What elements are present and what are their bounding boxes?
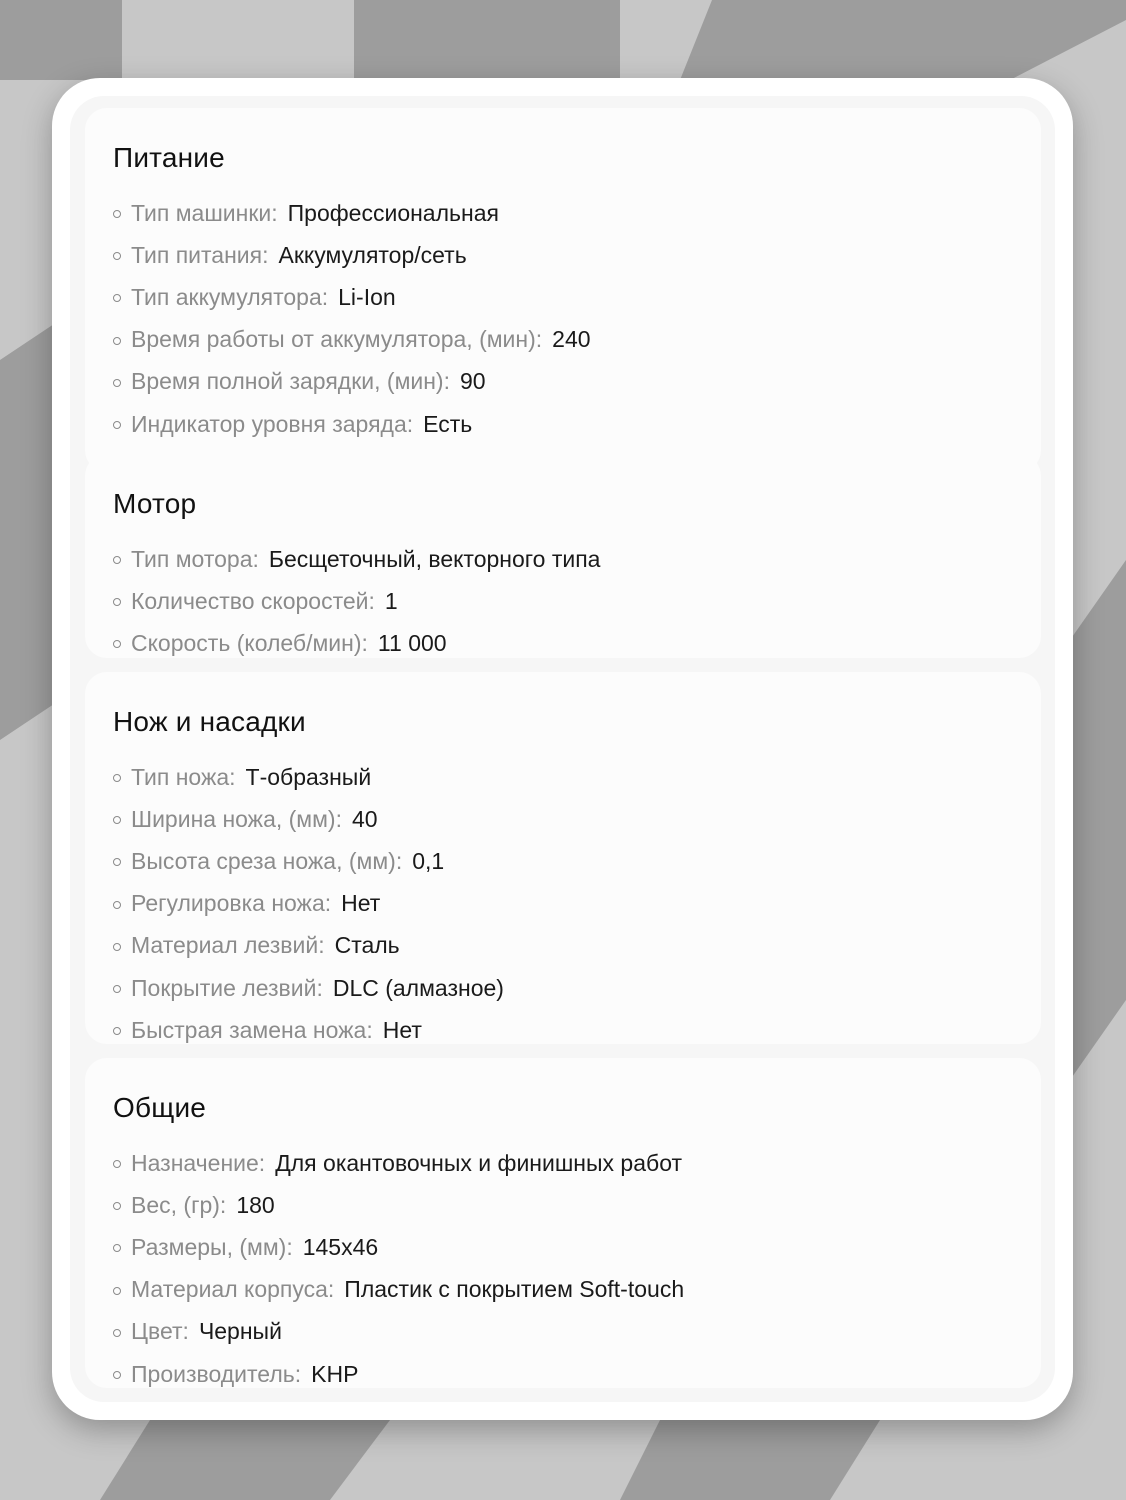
spec-label: Материал корпуса <box>131 1276 328 1303</box>
spec-label: Скорость (колеб/мин) <box>131 629 362 656</box>
spec-separator: : <box>252 545 259 572</box>
spec-label: Покрытие лезвий <box>131 974 317 1001</box>
spec-separator: : <box>535 326 543 353</box>
spec-value: 40 <box>351 805 378 832</box>
spec-separator: : <box>443 368 450 395</box>
spec-row <box>113 234 591 276</box>
spec-row <box>113 883 504 925</box>
spec-label: Тип аккумулятора <box>131 283 322 310</box>
spec-label: Тип питания <box>131 241 263 268</box>
spec-row <box>113 967 504 1009</box>
spec-row <box>113 580 600 622</box>
spec-separator: : <box>395 847 403 874</box>
spec-row <box>113 538 600 580</box>
bullet-icon <box>113 556 121 564</box>
spec-value: Li-Ion <box>338 283 396 310</box>
spec-value: Для окантовочных и финишных работ <box>275 1149 683 1176</box>
spec-value: KHP <box>311 1360 359 1387</box>
bullet-icon <box>113 858 121 866</box>
spec-separator: : <box>321 283 329 310</box>
bullet-icon <box>113 640 121 648</box>
bullet-icon <box>113 252 121 260</box>
spec-separator: : <box>182 1318 189 1345</box>
spec-separator: : <box>316 974 323 1001</box>
spec-label: Тип мотора <box>131 545 253 572</box>
spec-separator: : <box>219 1191 227 1218</box>
spec-row <box>113 361 591 403</box>
spec-row <box>113 622 600 664</box>
spec-value: Черный <box>198 1318 282 1345</box>
spec-row <box>113 1269 684 1311</box>
spec-label: Вес, (гр) <box>131 1191 220 1218</box>
spec-row <box>113 319 591 361</box>
spec-separator: : <box>361 629 368 656</box>
spec-separator: : <box>368 587 375 614</box>
spec-row <box>113 1142 684 1184</box>
spec-row <box>113 1353 684 1395</box>
section-title: Мотор <box>113 488 197 519</box>
section-title: Общие <box>113 1092 207 1123</box>
bullet-icon <box>113 1202 121 1210</box>
spec-label: Время работы от аккумулятора, (мин) <box>131 326 536 353</box>
bullet-icon <box>113 598 121 606</box>
bullet-icon <box>113 337 121 345</box>
spec-value: 1 <box>384 587 398 614</box>
spec-list <box>113 192 591 445</box>
spec-label: Тип машинки <box>131 199 272 226</box>
spec-separator: : <box>406 410 414 437</box>
spec-list <box>113 538 600 665</box>
bullet-icon <box>113 294 121 302</box>
spec-value: Нет <box>382 1016 422 1043</box>
spec-separator: : <box>271 199 278 226</box>
spec-value: Есть <box>423 410 473 437</box>
spec-row <box>113 1184 684 1226</box>
bullet-icon <box>113 1244 121 1252</box>
spec-value: Бесщеточный, векторного типа <box>268 545 601 572</box>
specs-card <box>52 78 1073 1420</box>
section-blade <box>85 672 1041 1044</box>
spec-label: Высота среза ножа, (мм) <box>131 847 396 874</box>
bullet-icon <box>113 1027 121 1035</box>
spec-value: 145x46 <box>302 1233 379 1260</box>
bullet-icon <box>113 985 121 993</box>
spec-row <box>113 192 591 234</box>
bullet-icon <box>113 816 121 824</box>
spec-row <box>113 1009 504 1051</box>
spec-label: Регулировка ножа <box>131 890 325 917</box>
spec-value: DLC (алмазное) <box>332 974 504 1001</box>
section-motor <box>85 454 1041 658</box>
spec-value: Нет <box>341 890 381 917</box>
spec-label: Цвет <box>131 1318 183 1345</box>
spec-value: 90 <box>459 368 486 395</box>
spec-separator: : <box>327 1276 335 1303</box>
spec-value: 11 000 <box>377 629 447 656</box>
spec-value: Профессиональная <box>287 199 499 226</box>
spec-list <box>113 1142 684 1395</box>
spec-label: Количество скоростей <box>131 587 369 614</box>
spec-value: Сталь <box>334 932 400 959</box>
spec-separator: : <box>324 890 332 917</box>
spec-label: Материал лезвий <box>131 932 319 959</box>
spec-row <box>113 1226 684 1268</box>
spec-label: Тип ножа <box>131 763 230 790</box>
spec-label: Производитель <box>131 1360 295 1387</box>
bullet-icon <box>113 379 121 387</box>
spec-label: Быстрая замена ножа <box>131 1016 367 1043</box>
spec-list <box>113 756 504 1051</box>
bullet-icon <box>113 421 121 429</box>
section-power <box>85 108 1041 472</box>
spec-value: Аккумулятор/сеть <box>278 241 467 268</box>
section-title: Питание <box>113 142 225 173</box>
spec-label: Время полной зарядки, (мин) <box>131 368 444 395</box>
section-general <box>85 1058 1041 1388</box>
bullet-icon <box>113 1371 121 1379</box>
spec-value: Пластик с покрытием Soft-touch <box>344 1276 685 1303</box>
bullet-icon <box>113 1329 121 1337</box>
section-title: Нож и насадки <box>113 706 306 737</box>
spec-value: 180 <box>236 1191 275 1218</box>
spec-row <box>113 840 504 882</box>
spec-row <box>113 925 504 967</box>
spec-separator: : <box>286 1233 293 1260</box>
spec-label: Размеры, (мм) <box>131 1233 287 1260</box>
spec-row <box>113 1311 684 1353</box>
bullet-icon <box>113 1287 121 1295</box>
spec-separator: : <box>229 763 236 790</box>
spec-separator: : <box>294 1360 302 1387</box>
spec-row <box>113 403 591 445</box>
spec-separator: : <box>366 1016 373 1043</box>
spec-value: 0,1 <box>412 847 445 874</box>
bullet-icon <box>113 1160 121 1168</box>
spec-label: Ширина ножа, (мм) <box>131 805 336 832</box>
spec-separator: : <box>318 932 325 959</box>
spec-row <box>113 276 591 318</box>
bullet-icon <box>113 943 121 951</box>
spec-separator: : <box>258 1149 266 1176</box>
bullet-icon <box>113 774 121 782</box>
spec-separator: : <box>335 805 342 832</box>
spec-separator: : <box>262 241 269 268</box>
spec-label: Назначение <box>131 1149 259 1176</box>
spec-label: Индикатор уровня заряда <box>131 410 407 437</box>
spec-row <box>113 798 504 840</box>
spec-value: Т-образный <box>245 763 372 790</box>
spec-value: 240 <box>552 326 591 353</box>
spec-row <box>113 756 504 798</box>
bullet-icon <box>113 210 121 218</box>
bullet-icon <box>113 901 121 909</box>
